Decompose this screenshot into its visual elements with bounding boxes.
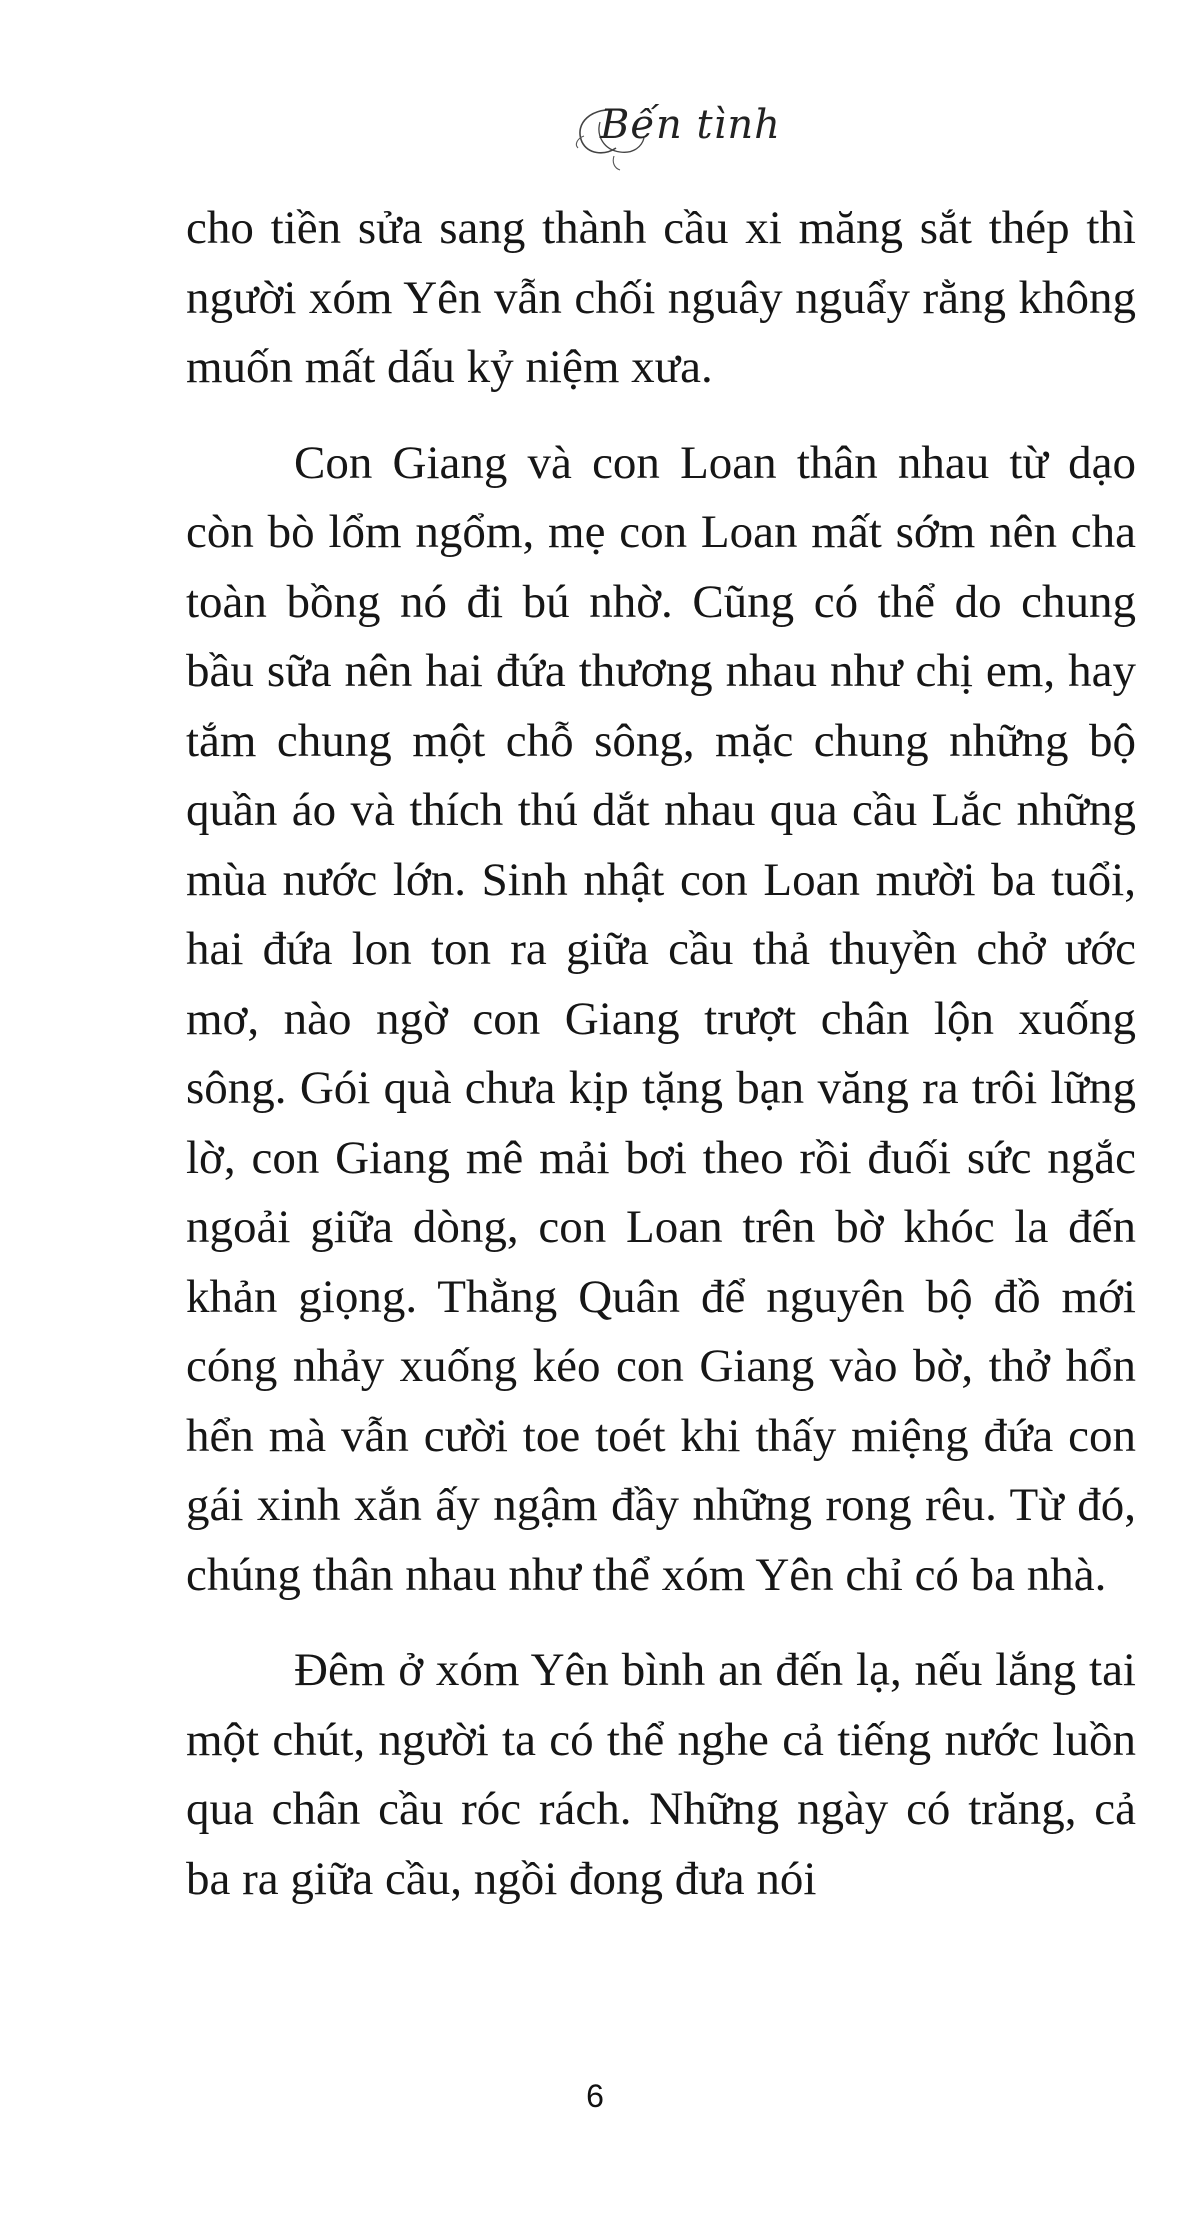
running-head [560, 92, 800, 172]
page-number: 6 [586, 2078, 604, 2114]
body-text [186, 194, 1136, 1914]
paragraph: Con Giang và con Loan thân nhau từ dạo còn bò lổm ngổm, mẹ con Loan mất sớm nên cha toàn bồng nó đi bú nhờ. Cũng có thể do chung bầu sữa nên hai đứa thương nhau như chị em, hay tắm chung một chỗ sông, mặc chung những bộ quần áo và thích thú dắt nhau qua cầu Lắc những mùa nước lớn. Sinh nhật con Loan mười ba tuổi, hai đứa lon ton ra giữa cầu thả thuyền chở ước mơ, nào ngờ con Giang trượt chân lộn xuống sông. Gói quà chưa kịp tặng bạn văng ra trôi lững lờ, con Giang mê mải bơi theo rồi đuối sức ngắc ngoải giữa dòng, con Loan trên bờ khóc la đến khản giọng. Thằng Quân để nguyên bộ đồ mới cóng nhảy xuống kéo con Giang vào bờ, thở hổn hển mà vẫn cười toe toét khi thấy miệng đứa con gái xinh xắn ấy ngậm đầy những rong rêu. Từ đó, chúng thân nhau như thể xóm Yên chỉ có ba nhà. [186, 436, 1136, 1601]
paragraph: Đêm ở xóm Yên bình an đến lạ, nếu lắng tai một chút, người ta có thể nghe cả tiếng nước luồn qua chân cầu róc rách. Những ngày có trăng, cả ba ra giữa cầu, ngồi đong đưa nói [186, 1644, 1136, 1905]
running-title: Bến tình [600, 102, 781, 148]
paragraph-continued: cho tiền sửa sang thành cầu xi măng sắt thép thì người xóm Yên vẫn chối nguây nguẩy rằng không muốn mất dấu kỷ niệm xưa. [186, 202, 1136, 393]
